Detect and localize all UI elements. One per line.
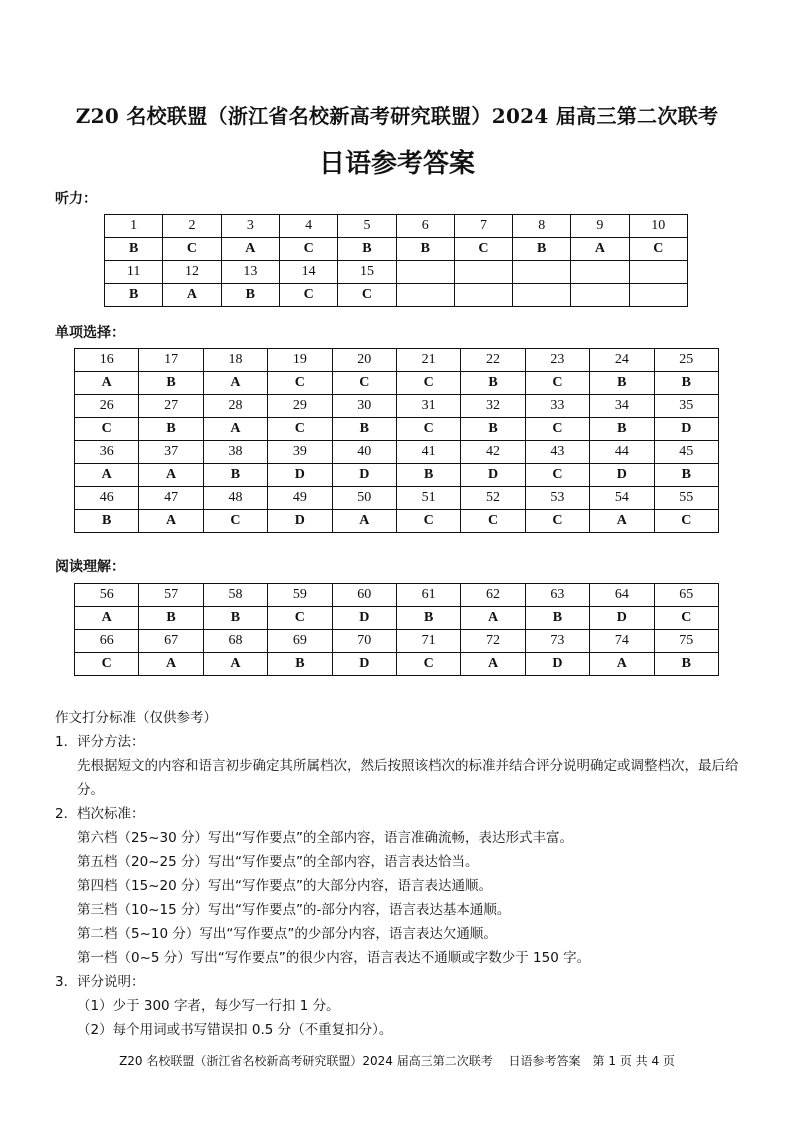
answer-cell: A (163, 284, 221, 307)
question-number-cell: 55 (654, 487, 718, 510)
answer-cell: C (75, 418, 139, 441)
question-number-cell (513, 261, 571, 284)
answer-cell: B (396, 464, 460, 487)
answer-cell: B (396, 238, 454, 261)
answer-cell: B (590, 372, 654, 395)
answer-cell: B (105, 284, 163, 307)
answer-cell: C (654, 510, 718, 533)
question-number-cell: 11 (105, 261, 163, 284)
question-number-cell: 68 (203, 630, 267, 653)
question-number-cell: 67 (139, 630, 203, 653)
question-number-cell: 24 (590, 349, 654, 372)
answer-cell: B (525, 607, 589, 630)
question-number-cell: 58 (203, 584, 267, 607)
question-number-cell: 35 (654, 395, 718, 418)
question-number-cell: 14 (279, 261, 337, 284)
question-number-cell: 63 (525, 584, 589, 607)
answer-cell: A (75, 372, 139, 395)
grade-level-item: 第四档（15~20 分）写出“写作要点”的大部分内容，语言表达通顺。 (77, 878, 492, 894)
question-number-cell: 73 (525, 630, 589, 653)
page-footer: Z20 名校联盟（浙江省名校新高考研究联盟）2024 届高三第二次联考 日语参考答案 第 1 页 共 4 页 (119, 1054, 675, 1068)
question-number-cell: 71 (396, 630, 460, 653)
grade-level-item: 第一档（0~5 分）写出“写作要点”的很少内容，语言表达不通顺或字数少于 150 字。 (77, 950, 591, 966)
question-number-cell: 8 (513, 215, 571, 238)
answer-cell: D (590, 464, 654, 487)
answer-cell: C (75, 653, 139, 676)
answer-cell: B (221, 284, 279, 307)
question-number-row (105, 261, 688, 284)
answer-cell: C (525, 372, 589, 395)
section-number: 2． (55, 806, 78, 822)
answer-cell: B (105, 238, 163, 261)
question-number-row (75, 487, 719, 510)
answer-cell: C (396, 653, 460, 676)
question-number-cell: 42 (461, 441, 525, 464)
listening-label: 听力： (55, 191, 97, 207)
answer-cell: C (525, 510, 589, 533)
answer-cell: C (525, 464, 589, 487)
answer-cell: D (332, 607, 396, 630)
question-number-cell: 30 (332, 395, 396, 418)
question-number-cell: 64 (590, 584, 654, 607)
answer-cell: C (461, 510, 525, 533)
answer-row (105, 284, 688, 307)
question-number-cell: 48 (203, 487, 267, 510)
section-number: 3． (55, 974, 78, 990)
answer-cell: B (396, 607, 460, 630)
question-number-cell: 12 (163, 261, 221, 284)
answer-cell: A (75, 464, 139, 487)
question-number-cell: 10 (629, 215, 687, 238)
answer-cell: C (654, 607, 718, 630)
answer-cell: C (396, 372, 460, 395)
question-number-cell: 61 (396, 584, 460, 607)
question-number-cell: 60 (332, 584, 396, 607)
answer-cell: D (525, 653, 589, 676)
question-number-cell: 26 (75, 395, 139, 418)
answer-cell: B (203, 607, 267, 630)
question-number-cell: 33 (525, 395, 589, 418)
grade-level-item: 第五档（20~25 分）写出“写作要点”的全部内容，语言表达恰当。 (77, 854, 479, 870)
question-number-cell (629, 261, 687, 284)
answer-cell: B (590, 418, 654, 441)
question-number-cell: 40 (332, 441, 396, 464)
question-number-cell: 18 (203, 349, 267, 372)
question-number-cell: 22 (461, 349, 525, 372)
answer-cell: A (590, 653, 654, 676)
page-header: Z20 名校联盟（浙江省名校新高考研究联盟）2024 届高三第二次联考 (75, 104, 719, 128)
answer-cell: D (461, 464, 525, 487)
question-number-row (75, 349, 719, 372)
question-number-cell: 56 (75, 584, 139, 607)
essay-section-1-body: 先根据短文的内容和语言初步确定其所属档次，然后按照该档次的标准并结合评分说明确定或调整档次，最后给分。 (77, 758, 739, 798)
question-number-cell (396, 261, 454, 284)
grade-level-item: 第二档（5~10 分）写出“写作要点”的少部分内容，语言表达欠通顺。 (77, 926, 497, 942)
question-number-cell: 47 (139, 487, 203, 510)
reading-answer-table (74, 583, 719, 676)
scoring-note-item: （2）每个用词或书写错误扣 0.5 分（不重复扣分）。 (77, 1022, 393, 1038)
question-number-cell: 36 (75, 441, 139, 464)
question-number-cell: 16 (75, 349, 139, 372)
answer-cell: A (139, 653, 203, 676)
answer-cell: B (75, 510, 139, 533)
question-number-cell: 70 (332, 630, 396, 653)
answer-cell: C (525, 418, 589, 441)
answer-row (105, 238, 688, 261)
answer-cell (629, 284, 687, 307)
answer-cell (571, 284, 629, 307)
question-number-cell: 32 (461, 395, 525, 418)
listening-answer-table (104, 214, 688, 307)
question-number-cell: 34 (590, 395, 654, 418)
question-number-cell: 74 (590, 630, 654, 653)
answer-cell: C (396, 418, 460, 441)
question-number-cell: 20 (332, 349, 396, 372)
answer-cell: C (268, 607, 332, 630)
essay-section-2-title (55, 802, 755, 826)
answer-row (75, 510, 719, 533)
question-number-cell: 51 (396, 487, 460, 510)
answer-cell: B (139, 418, 203, 441)
single-choice-answer-table (74, 348, 719, 533)
answer-cell: D (332, 464, 396, 487)
question-number-cell: 38 (203, 441, 267, 464)
answer-cell: C (268, 418, 332, 441)
answer-cell: D (332, 653, 396, 676)
question-number-cell: 25 (654, 349, 718, 372)
answer-cell: A (461, 653, 525, 676)
question-number-row (75, 584, 719, 607)
question-number-cell: 57 (139, 584, 203, 607)
question-number-cell: 28 (203, 395, 267, 418)
question-number-cell: 46 (75, 487, 139, 510)
answer-cell: B (461, 418, 525, 441)
question-number-cell: 31 (396, 395, 460, 418)
answer-cell: B (338, 238, 396, 261)
single-choice-label: 单项选择： (55, 325, 125, 341)
grade-level-item: 第三档（10~15 分）写出“写作要点”的-部分内容，语言表达基本通顺。 (77, 902, 511, 918)
answer-cell: B (654, 372, 718, 395)
question-number-cell: 19 (268, 349, 332, 372)
question-number-row (75, 441, 719, 464)
answer-cell: A (332, 510, 396, 533)
answer-cell: B (461, 372, 525, 395)
question-number-cell (454, 261, 512, 284)
question-number-cell: 44 (590, 441, 654, 464)
question-number-cell: 75 (654, 630, 718, 653)
answer-cell: C (268, 372, 332, 395)
page-title: 日语参考答案 (318, 149, 475, 179)
answer-cell: B (654, 464, 718, 487)
question-number-cell: 37 (139, 441, 203, 464)
answer-cell: C (332, 372, 396, 395)
question-number-cell: 29 (268, 395, 332, 418)
question-number-cell: 9 (571, 215, 629, 238)
question-number-cell: 17 (139, 349, 203, 372)
question-number-cell: 6 (396, 215, 454, 238)
answer-cell: B (654, 653, 718, 676)
question-number-cell: 13 (221, 261, 279, 284)
question-number-cell: 2 (163, 215, 221, 238)
answer-cell: C (454, 238, 512, 261)
question-number-cell (571, 261, 629, 284)
answer-cell: B (203, 464, 267, 487)
question-number-cell: 27 (139, 395, 203, 418)
question-number-cell: 54 (590, 487, 654, 510)
question-number-cell: 5 (338, 215, 396, 238)
answer-cell: C (396, 510, 460, 533)
essay-criteria (55, 706, 755, 1042)
section-title: 档次标准： (77, 806, 145, 822)
scoring-note-item: （1）少于 300 字者，每少写一行扣 1 分。 (77, 998, 340, 1014)
answer-cell (396, 284, 454, 307)
answer-cell: A (139, 464, 203, 487)
question-number-cell: 49 (268, 487, 332, 510)
question-number-cell: 53 (525, 487, 589, 510)
answer-cell: A (590, 510, 654, 533)
essay-section-3-title (55, 970, 755, 994)
question-number-row (105, 215, 688, 238)
answer-cell (513, 284, 571, 307)
question-number-cell: 62 (461, 584, 525, 607)
essay-section-1-title (55, 730, 755, 754)
question-number-cell: 52 (461, 487, 525, 510)
section-title: 评分说明： (77, 974, 145, 990)
question-number-cell: 43 (525, 441, 589, 464)
question-number-cell: 59 (268, 584, 332, 607)
answer-cell: A (139, 510, 203, 533)
question-number-cell: 69 (268, 630, 332, 653)
answer-cell: A (203, 372, 267, 395)
question-number-cell: 50 (332, 487, 396, 510)
essay-heading: 作文打分标准（仅供参考） (55, 710, 217, 726)
answer-cell: A (461, 607, 525, 630)
answer-cell: D (590, 607, 654, 630)
question-number-row (75, 395, 719, 418)
answer-cell: A (221, 238, 279, 261)
question-number-cell: 4 (279, 215, 337, 238)
answer-row (75, 653, 719, 676)
reading-label: 阅读理解： (55, 559, 125, 575)
answer-cell: B (268, 653, 332, 676)
question-number-cell: 66 (75, 630, 139, 653)
answer-cell (454, 284, 512, 307)
question-number-cell: 7 (454, 215, 512, 238)
answer-cell: A (203, 653, 267, 676)
question-number-cell: 1 (105, 215, 163, 238)
question-number-cell: 45 (654, 441, 718, 464)
answer-cell: B (332, 418, 396, 441)
answer-cell: C (203, 510, 267, 533)
answer-cell: A (203, 418, 267, 441)
answer-row (75, 418, 719, 441)
answer-cell: D (268, 510, 332, 533)
question-number-cell: 21 (396, 349, 460, 372)
question-number-cell: 3 (221, 215, 279, 238)
question-number-cell: 41 (396, 441, 460, 464)
grade-level-item: 第六档（25~30 分）写出“写作要点”的全部内容，语言准确流畅，表达形式丰富。 (77, 830, 573, 846)
answer-cell: C (163, 238, 221, 261)
answer-row (75, 464, 719, 487)
answer-cell: D (654, 418, 718, 441)
question-number-cell: 72 (461, 630, 525, 653)
answer-cell: C (279, 284, 337, 307)
answer-cell: C (629, 238, 687, 261)
answer-cell: C (279, 238, 337, 261)
answer-row (75, 372, 719, 395)
answer-cell: A (75, 607, 139, 630)
question-number-cell: 65 (654, 584, 718, 607)
question-number-cell: 39 (268, 441, 332, 464)
answer-cell: B (139, 607, 203, 630)
answer-cell: A (571, 238, 629, 261)
question-number-cell: 15 (338, 261, 396, 284)
answer-cell: B (513, 238, 571, 261)
answer-row (75, 607, 719, 630)
section-number: 1． (55, 734, 78, 750)
answer-cell: B (139, 372, 203, 395)
answer-cell: D (268, 464, 332, 487)
section-title: 评分方法： (77, 734, 145, 750)
question-number-row (75, 630, 719, 653)
answer-cell: C (338, 284, 396, 307)
question-number-cell: 23 (525, 349, 589, 372)
